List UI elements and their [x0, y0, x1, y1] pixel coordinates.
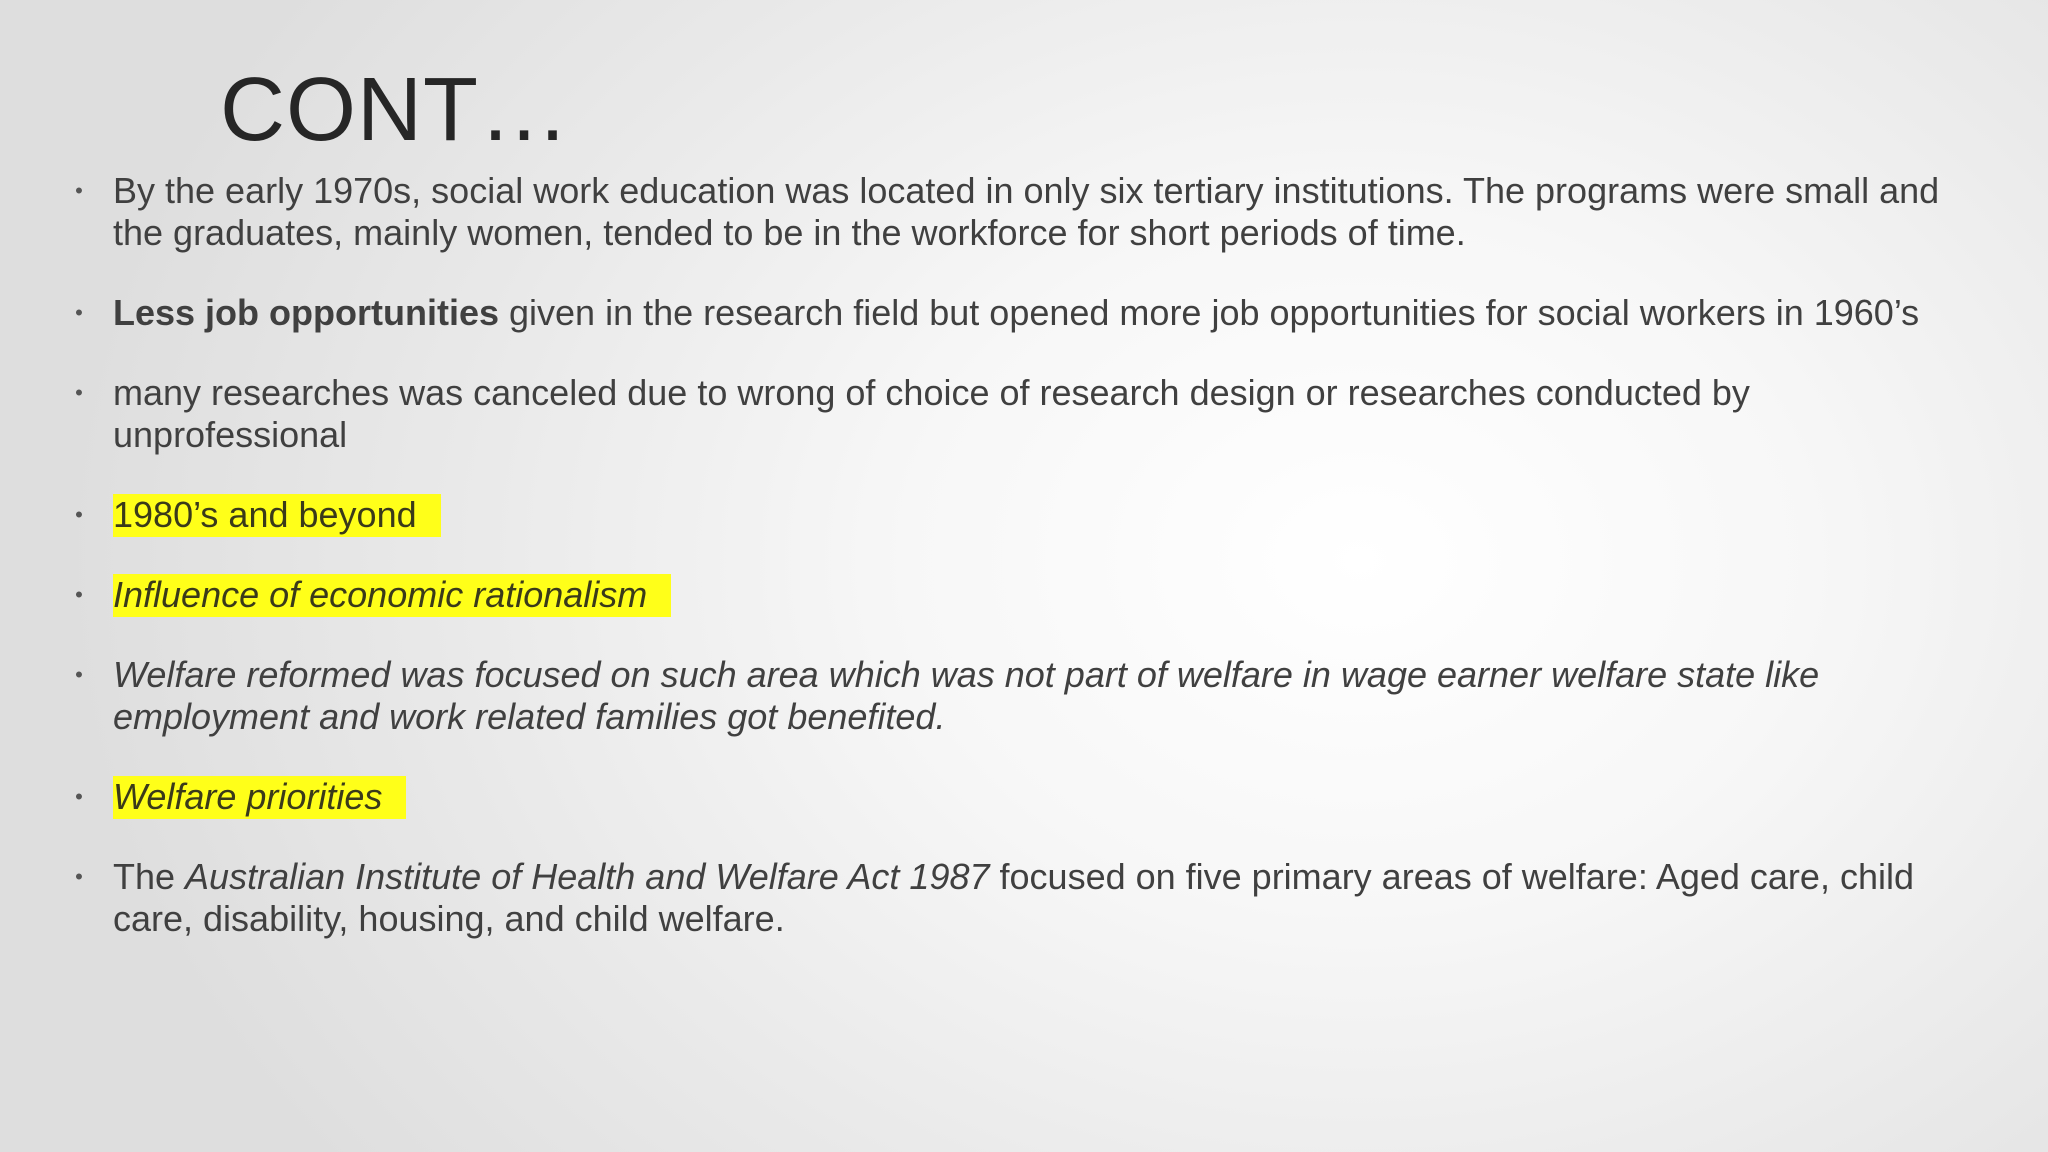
bullet-text: given in the research field but opened more job opportunities for social workers in 1960’s: [499, 292, 1920, 333]
bullet-item-welfare-reformed: [72, 654, 1972, 738]
bullet-dot-icon: •: [75, 864, 83, 889]
bullet-dot-icon: •: [75, 784, 83, 809]
bullet-item-1980s: [72, 494, 1972, 536]
bullet-bold-text: Less job opportunities: [113, 292, 500, 333]
bullet-text: By the early 1970s, social work education was located in only six tertiary institutions. The programs were small and the graduates, mainly women, tended to be in the workforce for short periods of time.: [113, 170, 1940, 253]
highlighted-italic-text: Influence of economic rationalism: [113, 574, 671, 617]
act-name-text: Australian Institute of Health and Welfare Act 1987: [185, 856, 990, 897]
bullet-item-1970s-education: [72, 170, 1972, 254]
bullet-item-economic-rationalism: [72, 574, 1972, 616]
bullet-item-researches-canceled: [72, 372, 1972, 456]
bullet-item-job-opportunities: [72, 292, 1972, 334]
bullet-item-aihw-act: [72, 856, 1972, 940]
bullet-dot-icon: •: [75, 582, 83, 607]
bullet-dot-icon: •: [75, 300, 83, 325]
bullet-italic-text: Welfare reformed was focused on such area which was not part of welfare in wage earner welfare state like employment and work related families got benefited.: [113, 654, 1820, 737]
bullet-text: many researches was canceled due to wrong of choice of research design or researches conducted by unprofessional: [113, 372, 1750, 455]
bullet-prefix-text: The: [113, 856, 186, 897]
bullet-dot-icon: •: [75, 380, 83, 405]
bullet-item-welfare-priorities: [72, 776, 1972, 818]
highlighted-text: 1980’s and beyond: [113, 494, 441, 537]
bullet-dot-icon: •: [75, 178, 83, 203]
bullet-dot-icon: •: [75, 662, 83, 687]
highlighted-italic-text: Welfare priorities: [113, 776, 406, 819]
slide-title: CONT…: [220, 60, 570, 160]
bullet-text: focused on five primary areas of welfare: Aged care, child care, disability, housing, and child welfare.: [113, 856, 1914, 939]
bullet-list: [72, 170, 1972, 978]
bullet-dot-icon: •: [75, 502, 83, 527]
